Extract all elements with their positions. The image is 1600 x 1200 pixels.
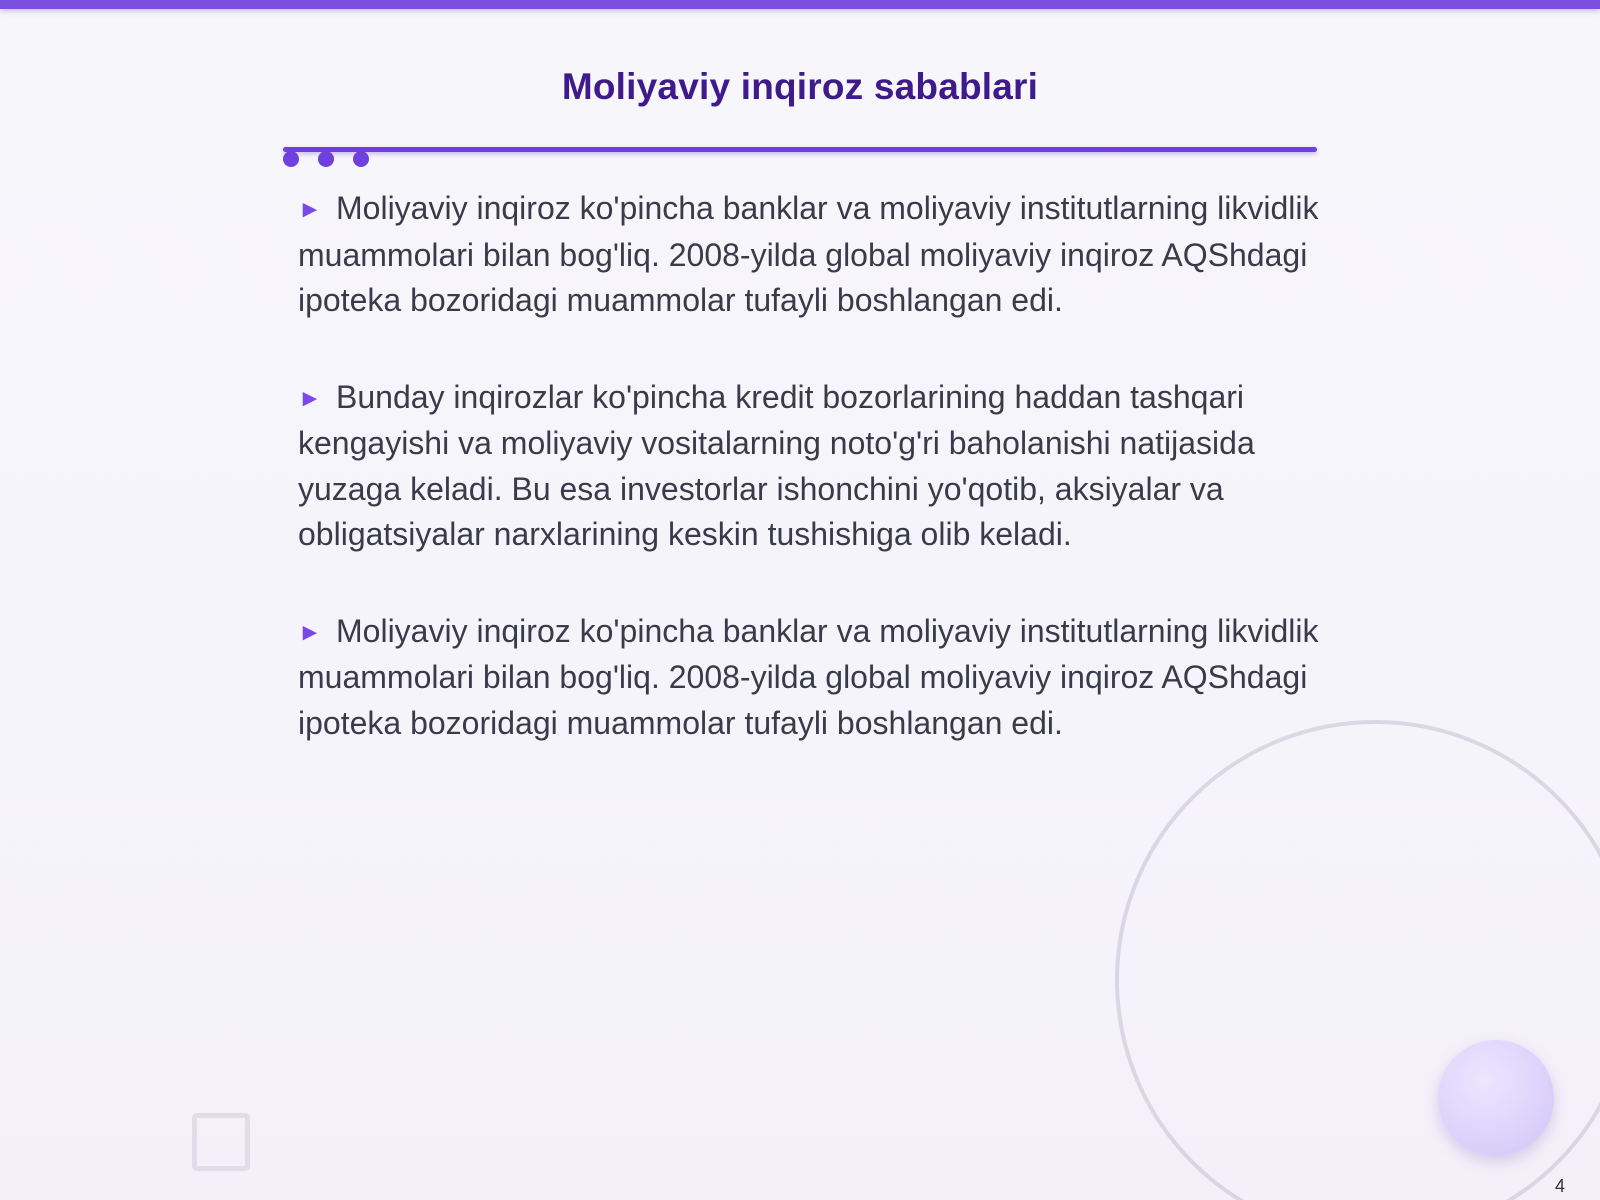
bullet-paragraph-2: [298, 375, 1348, 558]
bullet-arrow-icon: ►: [298, 618, 322, 646]
title-underline: [283, 147, 1317, 152]
paragraph-text: Moliyaviy inqiroz ko'pincha banklar va moliyaviy institutlarning likvidlik muammolari bilan bog'liq. 2008-yilda global moliyaviy inqiroz AQShdagi ipoteka bozoridagi muammolar tufayli boshlangan edi.: [298, 190, 1319, 318]
decorative-sphere: [1438, 1040, 1554, 1156]
underline-dot-2: [318, 151, 334, 167]
bullet-arrow-icon: ►: [298, 196, 322, 223]
decorative-square: [192, 1113, 250, 1171]
paragraph-text: Bunday inqirozlar ko'pincha kredit bozorlarining haddan tashqari kengayishi va moliyaviy vositalarning noto'g'ri baholanishi natijasida yuzaga keladi. Bu esa investorlar ishonchini yo'qotib, aksiyalar va obligatsiyalar narxlarining keskin tushishiga olib keladi.: [298, 378, 1255, 552]
paragraph-text: Moliyaviy inqiroz ko'pincha banklar va moliyaviy institutlarning likvidlik muammolari bilan bog'liq. 2008-yilda global moliyaviy inqiroz AQShdagi ipoteka bozoridagi muammolar tufayli boshlangan edi.: [298, 612, 1319, 741]
underline-dot-1: [283, 151, 299, 167]
slide-title: Moliyaviy inqiroz sabablari: [561, 66, 1039, 107]
page-number: 4: [1555, 1176, 1566, 1196]
underline-dot-3: [353, 151, 369, 167]
top-accent-bar: [0, 0, 1600, 9]
bullet-arrow-icon: ►: [298, 384, 322, 412]
bullet-paragraph-1: [298, 186, 1348, 324]
slide-body: [298, 186, 1348, 797]
bullet-paragraph-3: [298, 609, 1348, 747]
